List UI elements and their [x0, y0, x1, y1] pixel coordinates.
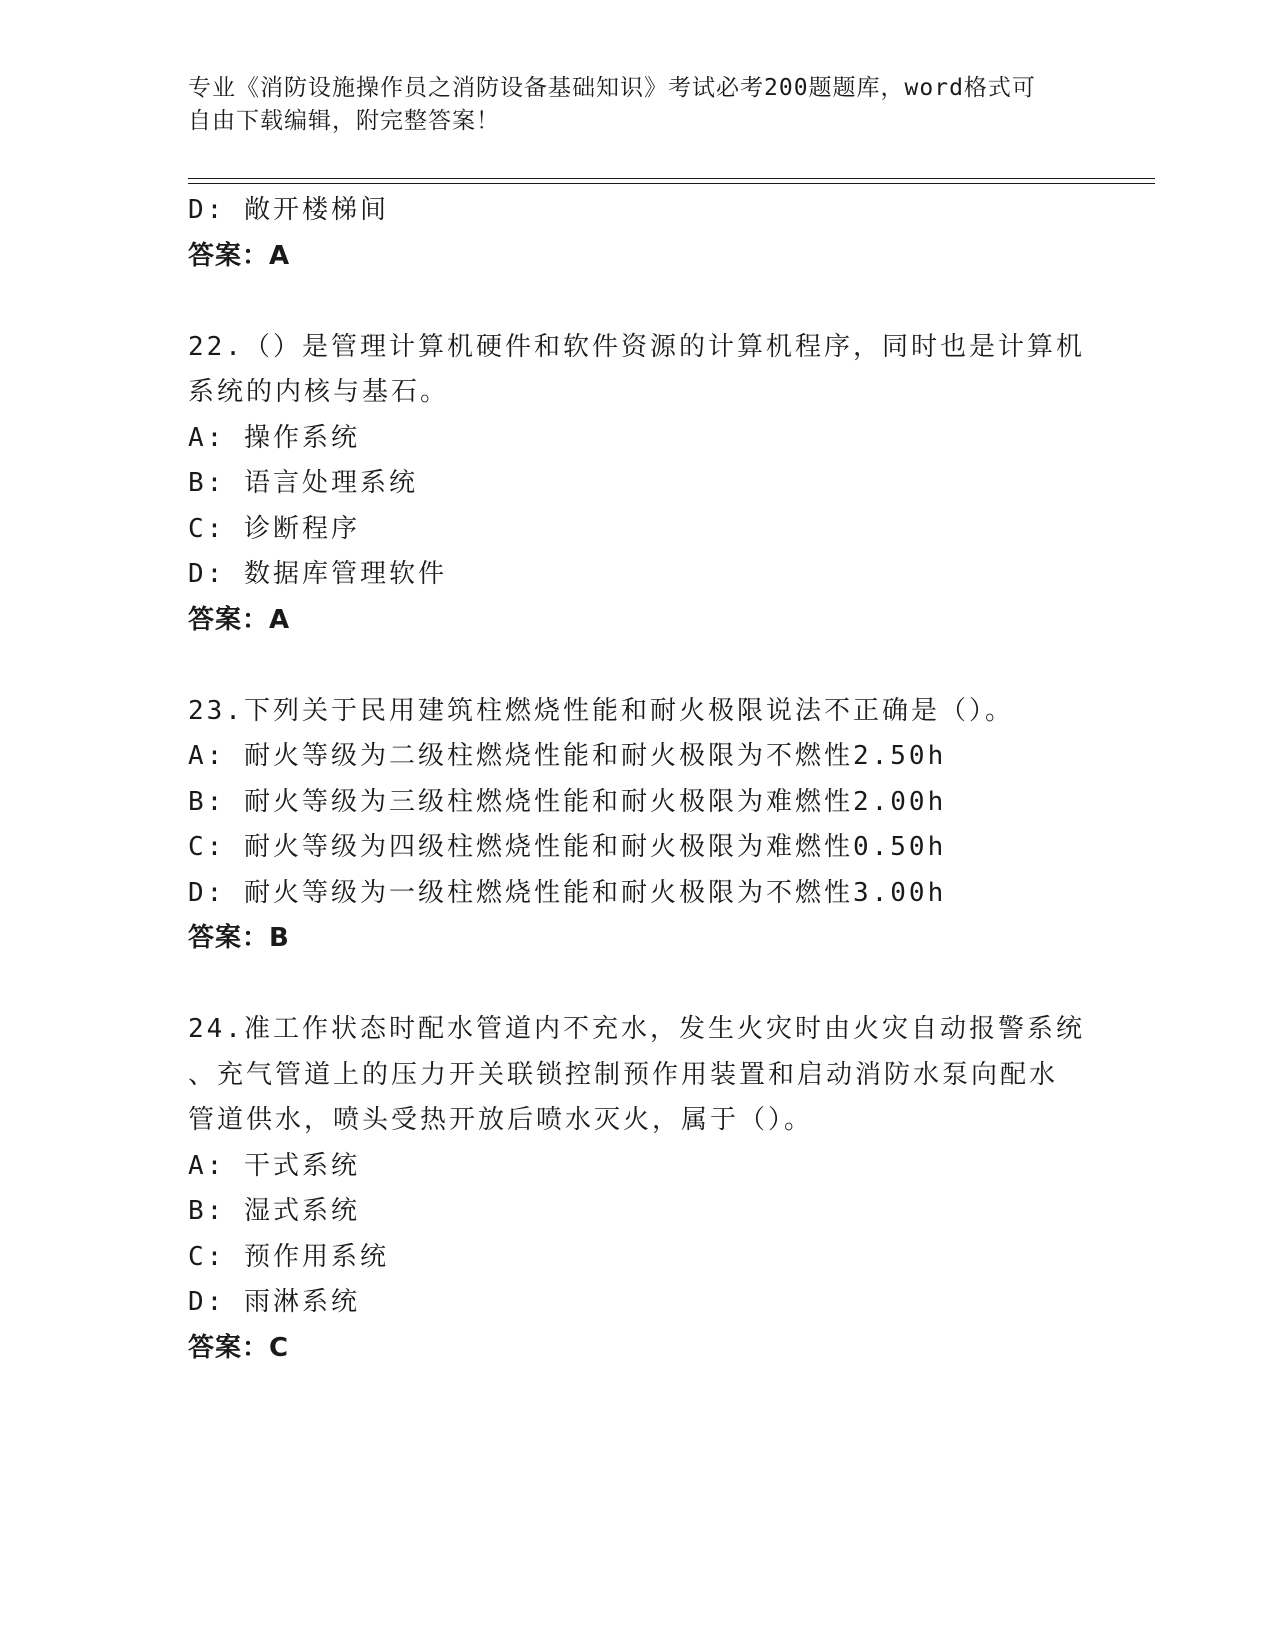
header-rule-top [188, 178, 1155, 179]
answer-line: 答案：B [188, 923, 290, 953]
answer-line: 答案：A [188, 604, 291, 635]
question-stem-line: 系统的内核与基石。 [188, 377, 450, 407]
answer-line: 答案：C [188, 1332, 290, 1363]
option-d: D: 耐火等级为一级柱燃烧性能和耐火极限为不燃性3.00h [188, 877, 947, 908]
question-content [188, 188, 1088, 1371]
option-a: A: 干式系统 [188, 1150, 360, 1181]
option-d: D: 敞开楼梯间 [188, 195, 389, 225]
option-d: D: 雨淋系统 [188, 1287, 360, 1317]
question-stem-line: 23.下列关于民用建筑柱燃烧性能和耐火极限说法不正确是（）。 [188, 695, 1014, 726]
option-d: D: 数据库管理软件 [188, 559, 447, 589]
question-stem-line: 22.（）是管理计算机硬件和软件资源的计算机程序，同时也是计算机 [188, 331, 1085, 362]
option-b: B: 语言处理系统 [188, 468, 418, 498]
header-line-2: 自由下载编辑，附完整答案！ [188, 108, 500, 134]
option-a: A: 耐火等级为二级柱燃烧性能和耐火极限为不燃性2.50h [188, 741, 947, 771]
option-a: A: 操作系统 [188, 422, 360, 453]
option-c: C: 诊断程序 [188, 513, 360, 544]
header-rule-bottom [188, 183, 1155, 184]
answer-line: 答案：A [188, 240, 291, 271]
spacer [188, 279, 1088, 325]
question-22 [188, 325, 1088, 644]
spacer [188, 643, 1088, 689]
question-23 [188, 689, 1088, 962]
option-b: B: 耐火等级为三级柱燃烧性能和耐火极限为难燃性2.00h [188, 786, 947, 817]
header-line-1: 专业《消防设施操作员之消防设备基础知识》考试必考200题题库，word格式可 [188, 75, 1036, 101]
question-stem-line: 、充气管道上的压力开关联锁控制预作用装置和启动消防水泵向配水 [188, 1059, 1059, 1090]
question-24 [188, 1007, 1088, 1371]
option-b: B: 湿式系统 [188, 1196, 360, 1226]
page-header [188, 72, 1068, 138]
spacer [188, 962, 1088, 1008]
question-stem-line: 24.准工作状态时配水管道内不充水，发生火灾时由火灾自动报警系统 [188, 1014, 1085, 1044]
option-c: C: 耐火等级为四级柱燃烧性能和耐火极限为难燃性0.50h [188, 832, 947, 862]
question-stem-line: 管道供水，喷头受热开放后喷水灭火，属于（）。 [188, 1105, 814, 1135]
option-c: C: 预作用系统 [188, 1241, 389, 1272]
